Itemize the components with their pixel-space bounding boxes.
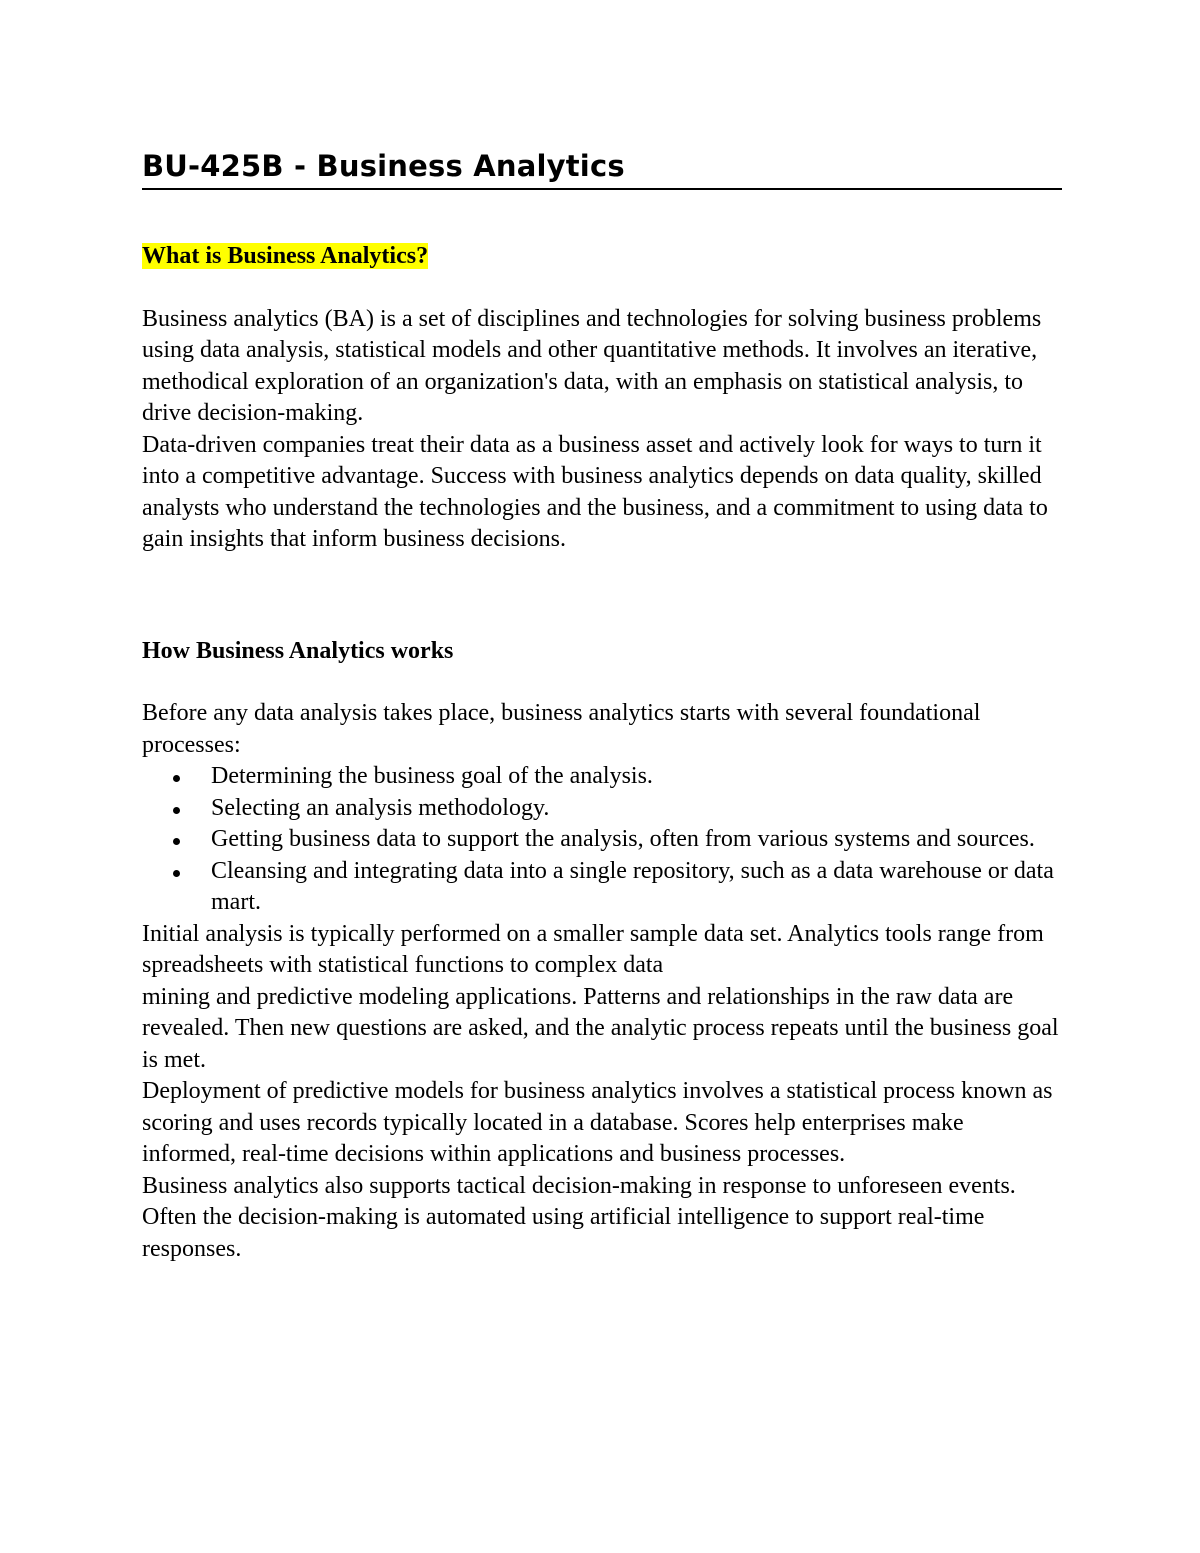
paragraph: Business analytics also supports tactical decision-making in response to unforeseen events. Often the decision-making is automated using artificial intelligence to support real-time responses. [142,1172,1016,1262]
list-item-text: Determining the business goal of the analysis. [211,763,653,789]
paragraph: Initial analysis is typically performed on a smaller sample data set. Analytics tools range from spreadsheets with statistical functions to complex data [142,920,1044,978]
paragraph-intro: Before any data analysis takes place, business analytics starts with several foundational processes: [142,700,981,758]
highlighted-heading-text: What is Business Analytics? [142,243,429,269]
paragraph: mining and predictive modeling applications. Patterns and relationships in the raw data are revealed. Then new questions are asked, and the analytic process repeats until the business goal is met. [142,983,1059,1073]
bullet-list [142,761,1062,919]
bullet-icon [173,838,180,845]
list-item [211,856,1062,919]
bullet-icon [173,775,180,782]
document-content [142,146,1062,1265]
section-heading-what-is-ba [142,241,1062,273]
list-item-text: Getting business data to support the analysis, often from various systems and sources. [211,826,1035,852]
list-item [211,793,1062,825]
bullet-icon [173,870,180,877]
paragraph: Business analytics (BA) is a set of disciplines and technologies for solving business problems using data analysis, statistical models and other quantitative methods. It involves an iterative, methodical exploration of an organization's data, with an emphasis on statistical analysis, to drive decision-making. [142,305,1042,426]
bullet-icon [173,807,180,814]
paragraph: Data-driven companies treat their data as a business asset and actively look for ways to turn it into a competitive advantage. Success with business analytics depends on data quality, skilled analysts who understand the technologies and the business, and a commitment to using data to gain insights that inform business decisions. [142,431,1048,552]
list-item [211,824,1062,856]
list-item-text: Cleansing and integrating data into a single repository, such as a data warehouse or data mart. [211,857,1054,915]
section-heading-how-ba-works: How Business Analytics works [142,637,454,664]
document-title: BU-425B - Business Analytics [142,146,1062,190]
list-item [211,761,1062,793]
list-item-text: Selecting an analysis methodology. [211,794,550,821]
paragraph: Deployment of predictive models for business analytics involves a statistical process known as scoring and uses records typically located in a database. Scores help enterprises make informed, real-time decisions within applications and business processes. [142,1078,1053,1167]
